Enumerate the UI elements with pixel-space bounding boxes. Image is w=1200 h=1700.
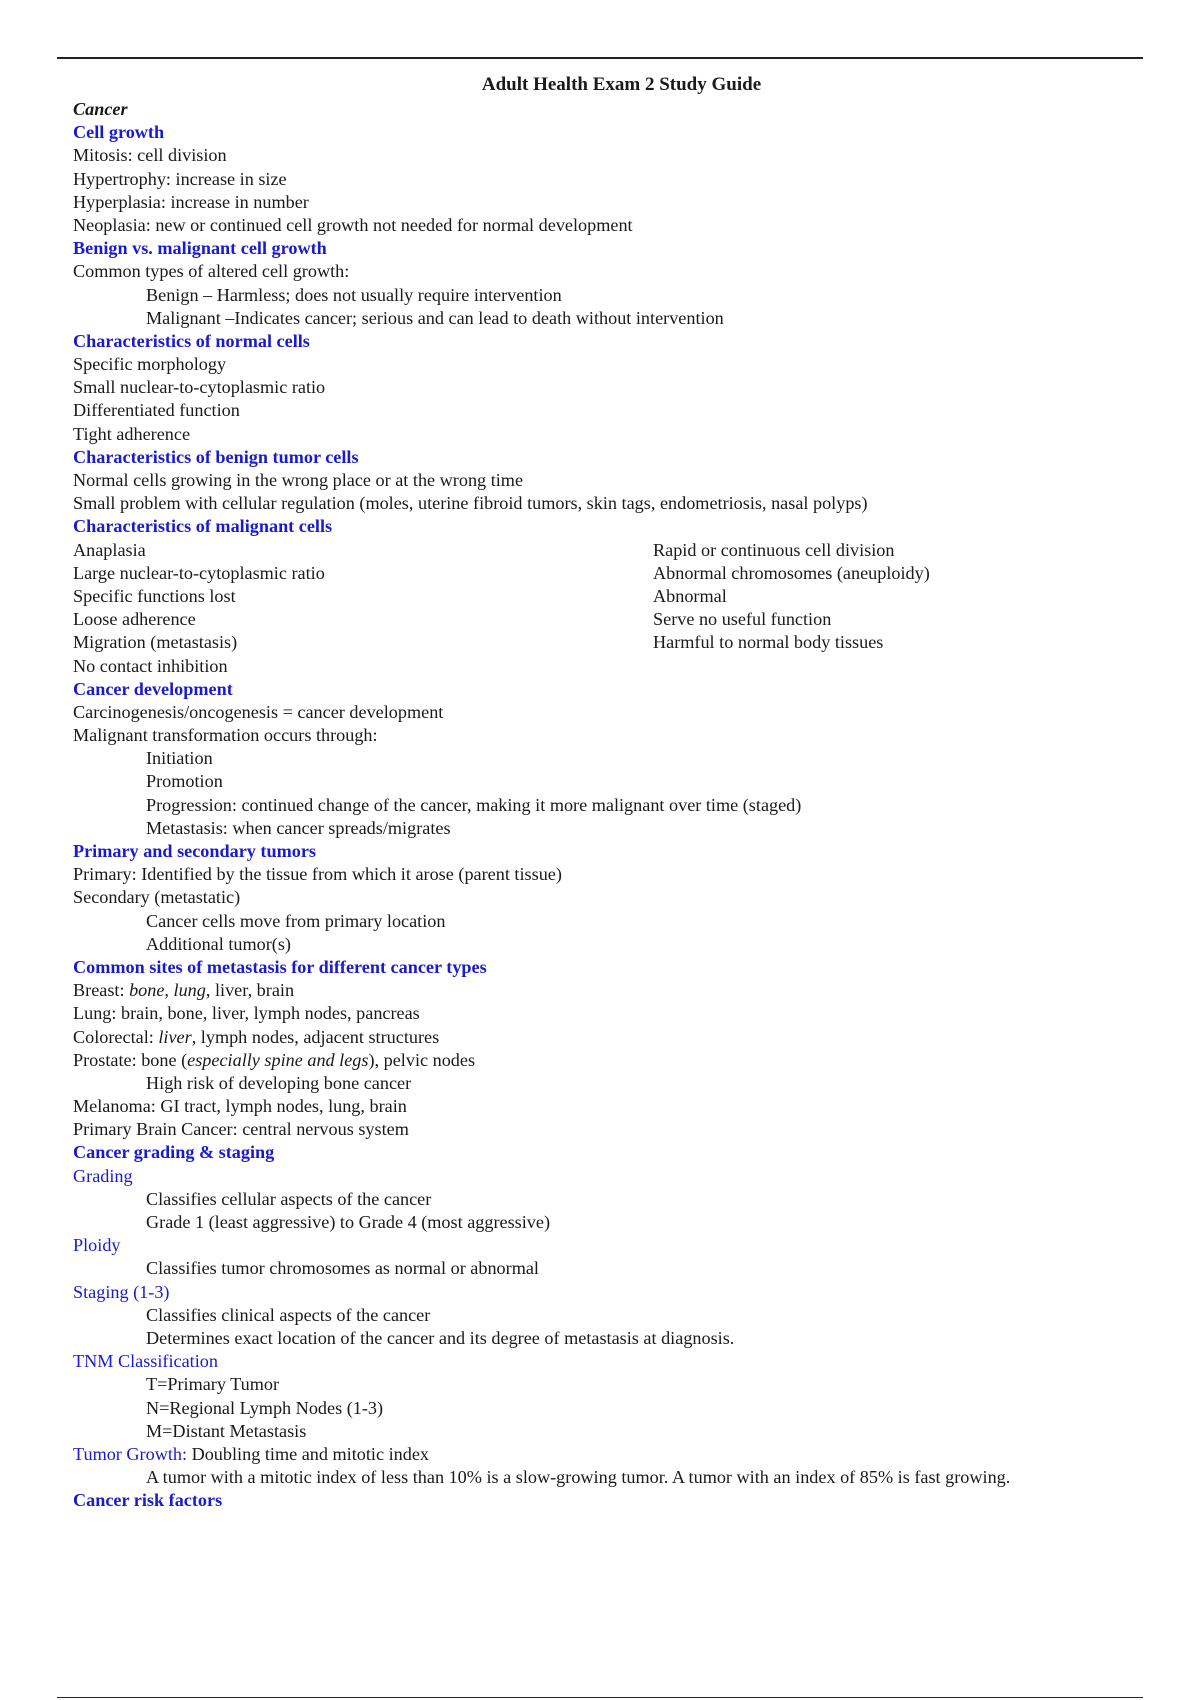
cancer-development-heading: Cancer development [73, 678, 233, 699]
label: Prostate: bone ( [73, 1049, 188, 1070]
list-item: Hypertrophy: increase in size [73, 168, 287, 189]
ploidy-subheading: Ploidy [73, 1235, 121, 1256]
benign-vs-malignant-heading: Benign vs. malignant cell growth [73, 238, 327, 259]
malignant-right-column [653, 539, 1143, 678]
list-item: Grade 1 (least aggressive) to Grade 4 (most aggressive) [146, 1212, 551, 1232]
list-item: T=Primary Tumor [146, 1374, 280, 1395]
malignant-columns [73, 539, 1143, 678]
list-item: Benign – Harmless; does not usually require intervention [146, 284, 562, 305]
document-page [73, 72, 1143, 1512]
tumor-growth-line [73, 1443, 1143, 1466]
list-item: Rapid or continuous cell division [653, 539, 895, 560]
list-item: Progression: continued change of the cancer, making it more malignant over time (staged) [146, 794, 802, 815]
benign-cells-heading: Characteristics of benign tumor cells [73, 446, 359, 467]
list-item: Migration (metastasis) [73, 632, 238, 653]
emphasis: especially spine and legs [187, 1049, 369, 1070]
list-item: Small problem with cellular regulation (moles, uterine fibroid tumors, skin tags, endometriosis, nasal polyps) [73, 493, 868, 514]
list-item: Neoplasia: new or continued cell growth not needed for normal development [73, 214, 633, 235]
rest: , lymph nodes, adjacent structures [191, 1026, 440, 1047]
list-item: Mitosis: cell division [73, 145, 227, 166]
list-item: Abnormal chromosomes (aneuploidy) [653, 562, 930, 583]
list-item: M=Distant Metastasis [146, 1420, 307, 1441]
list-item: Serve no useful function [653, 609, 832, 630]
list-item: Primary: Identified by the tissue from which it arose (parent tissue) [73, 864, 562, 885]
cell-growth-heading: Cell growth [73, 122, 165, 143]
top-rule [57, 57, 1143, 59]
list-item: Tight adherence [73, 423, 191, 444]
list-item: Classifies cellular aspects of the cancer [146, 1188, 432, 1209]
list-item: A tumor with a mitotic index of less than 10% is a slow-growing tumor. A tumor with an index of 85% is fast growing. [146, 1467, 1011, 1488]
list-item-colorectal [73, 1026, 1143, 1049]
subject-heading: Cancer [73, 99, 128, 119]
list-item: Classifies tumor chromosomes as normal or abnormal [146, 1258, 539, 1279]
list-item: Metastasis: when cancer spreads/migrates [146, 817, 451, 838]
list-item: Abnormal [653, 585, 727, 606]
list-item: Anaplasia [73, 539, 146, 560]
malignant-left-column [73, 539, 653, 678]
label: Breast: [73, 980, 130, 1001]
list-item: Loose adherence [73, 609, 196, 630]
list-item: Normal cells growing in the wrong place or at the wrong time [73, 470, 524, 490]
list-item: High risk of developing bone cancer [146, 1072, 412, 1093]
normal-cells-heading: Characteristics of normal cells [73, 330, 310, 351]
metastasis-heading: Common sites of metastasis for different cancer types [73, 956, 487, 977]
list-item: Malignant –Indicates cancer; serious and can lead to death without intervention [146, 307, 724, 328]
bottom-rule [57, 1697, 1143, 1698]
list-item: Classifies clinical aspects of the cancer [146, 1304, 431, 1325]
tnm-subheading: TNM Classification [73, 1351, 218, 1372]
emphasis: bone, lung [129, 980, 206, 1001]
list-item: Malignant transformation occurs through: [73, 725, 378, 746]
grading-heading: Cancer grading & staging [73, 1142, 275, 1163]
list-item: Primary Brain Cancer: central nervous system [73, 1119, 409, 1140]
list-item: Carcinogenesis/oncogenesis = cancer development [73, 701, 444, 722]
list-item: N=Regional Lymph Nodes (1-3) [146, 1397, 384, 1418]
list-item: Large nuclear-to-cytoplasmic ratio [73, 562, 325, 583]
list-item: Harmful to normal body tissues [653, 632, 884, 653]
list-item: Cancer cells move from primary location [146, 910, 446, 931]
list-item: Specific functions lost [73, 585, 236, 606]
list-item: Promotion [146, 771, 223, 792]
list-item: Common types of altered cell growth: [73, 261, 350, 282]
tumor-growth-label: Tumor Growth: [73, 1443, 188, 1464]
staging-subheading: Staging (1-3) [73, 1281, 170, 1302]
risk-factors-heading: Cancer risk factors [73, 1490, 223, 1511]
list-item: Additional tumor(s) [146, 933, 291, 954]
malignant-cells-heading: Characteristics of malignant cells [73, 516, 333, 537]
list-item: Secondary (metastatic) [73, 887, 241, 908]
emphasis: liver [158, 1026, 192, 1047]
rest: , liver, brain [205, 980, 295, 1001]
list-item: Initiation [146, 748, 213, 769]
list-item: Lung: brain, bone, liver, lymph nodes, pancreas [73, 1003, 420, 1024]
list-item-prostate [73, 1049, 1143, 1072]
list-item-breast [73, 979, 1143, 1002]
page-title: Adult Health Exam 2 Study Guide [481, 74, 762, 95]
list-item: Determines exact location of the cancer and its degree of metastasis at diagnosis. [146, 1327, 735, 1348]
tumor-growth-text: Doubling time and mitotic index [187, 1443, 429, 1464]
label: Colorectal: [73, 1026, 159, 1047]
list-item: Specific morphology [73, 354, 227, 375]
tumors-heading: Primary and secondary tumors [73, 841, 316, 861]
list-item: Melanoma: GI tract, lymph nodes, lung, brain [73, 1096, 407, 1117]
list-item: Differentiated function [73, 400, 240, 421]
grading-subheading: Grading [73, 1165, 133, 1186]
rest: ), pelvic nodes [368, 1049, 476, 1070]
list-item: Small nuclear-to-cytoplasmic ratio [73, 377, 326, 398]
list-item: Hyperplasia: increase in number [73, 191, 309, 212]
list-item: No contact inhibition [73, 655, 228, 676]
